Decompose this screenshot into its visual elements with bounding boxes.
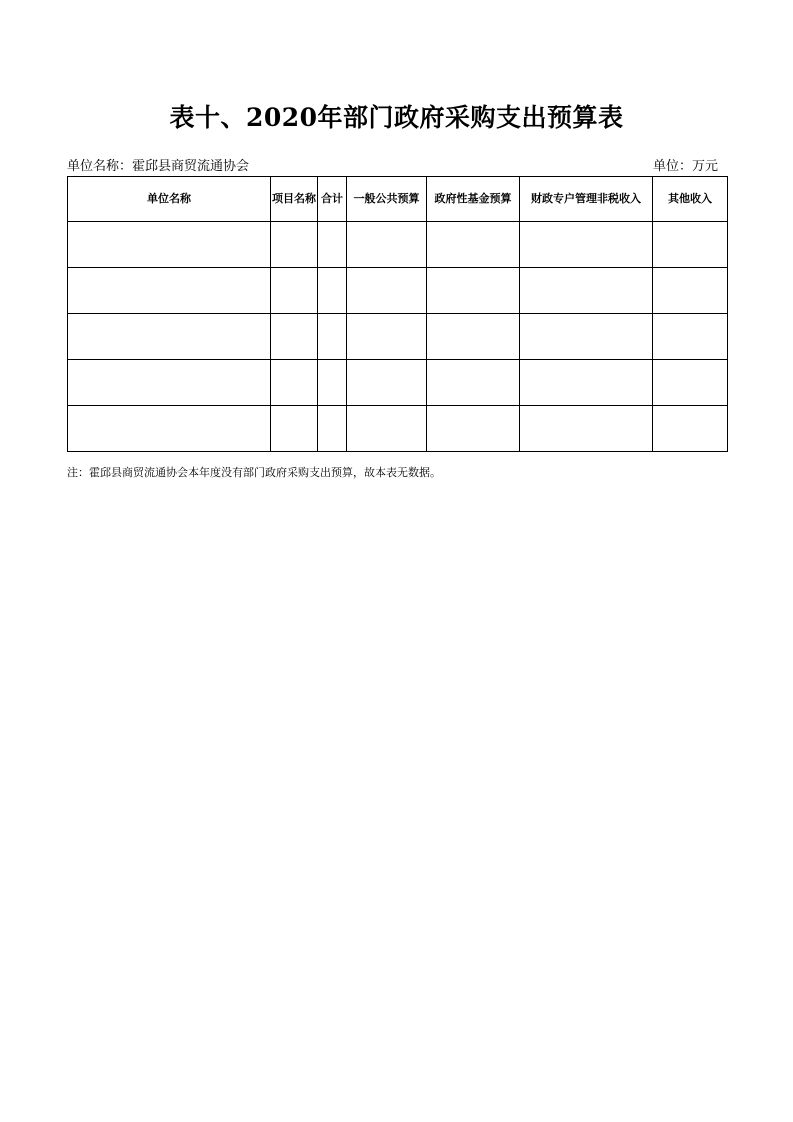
unit-name-label: 单位名称：霍邱县商贸流通协会: [67, 159, 250, 174]
table-cell: [653, 222, 728, 268]
table-cell: [520, 222, 653, 268]
table-cell: [653, 314, 728, 360]
table-cell: [427, 222, 520, 268]
table-cell: [427, 360, 520, 406]
table-row: [68, 222, 728, 268]
table-row: [68, 314, 728, 360]
table-cell: [347, 268, 427, 314]
page-title: 表十、2020年部门政府采购支出预算表: [169, 103, 624, 132]
table-cell: [271, 222, 318, 268]
table-row: [68, 360, 728, 406]
table-cell: [68, 360, 271, 406]
table-cell: [427, 406, 520, 452]
table-cell: [68, 268, 271, 314]
table-cell: [68, 406, 271, 452]
table-cell: [271, 268, 318, 314]
table-cell: [347, 314, 427, 360]
header-other-income: 其他收入: [653, 177, 728, 222]
table-cell: [318, 314, 347, 360]
table-cell: [318, 360, 347, 406]
table-cell: [68, 222, 271, 268]
table-row: [68, 406, 728, 452]
table-cell: [347, 360, 427, 406]
table-cell: [653, 268, 728, 314]
header-project-name: 项目名称: [271, 177, 318, 222]
table-cell: [318, 222, 347, 268]
table-cell: [68, 314, 271, 360]
table-cell: [520, 268, 653, 314]
table-header-row: [68, 177, 728, 222]
procurement-budget-table: [67, 176, 728, 452]
table-cell: [520, 314, 653, 360]
table-cell: [271, 406, 318, 452]
table-cell: [427, 268, 520, 314]
table-cell: [318, 406, 347, 452]
table-cell: [520, 360, 653, 406]
table-cell: [427, 314, 520, 360]
table-cell: [653, 406, 728, 452]
header-fiscal-account-nontax-income: 财政专户管理非税收入: [520, 177, 653, 222]
currency-unit-label: 单位：万元: [652, 159, 718, 174]
header-general-public-budget: 一般公共预算: [347, 177, 427, 222]
footnote: 注：霍邱县商贸流通协会本年度没有部门政府采购支出预算，故本表无数据。: [67, 466, 441, 479]
header-unit-name: 单位名称: [68, 177, 271, 222]
table-cell: [347, 406, 427, 452]
table-row: [68, 268, 728, 314]
table-cell: [271, 360, 318, 406]
table-cell: [520, 406, 653, 452]
table-cell: [318, 268, 347, 314]
header-government-fund-budget: 政府性基金预算: [427, 177, 520, 222]
table-cell: [653, 360, 728, 406]
header-total: 合计: [318, 177, 347, 222]
table-cell: [271, 314, 318, 360]
table-cell: [347, 222, 427, 268]
